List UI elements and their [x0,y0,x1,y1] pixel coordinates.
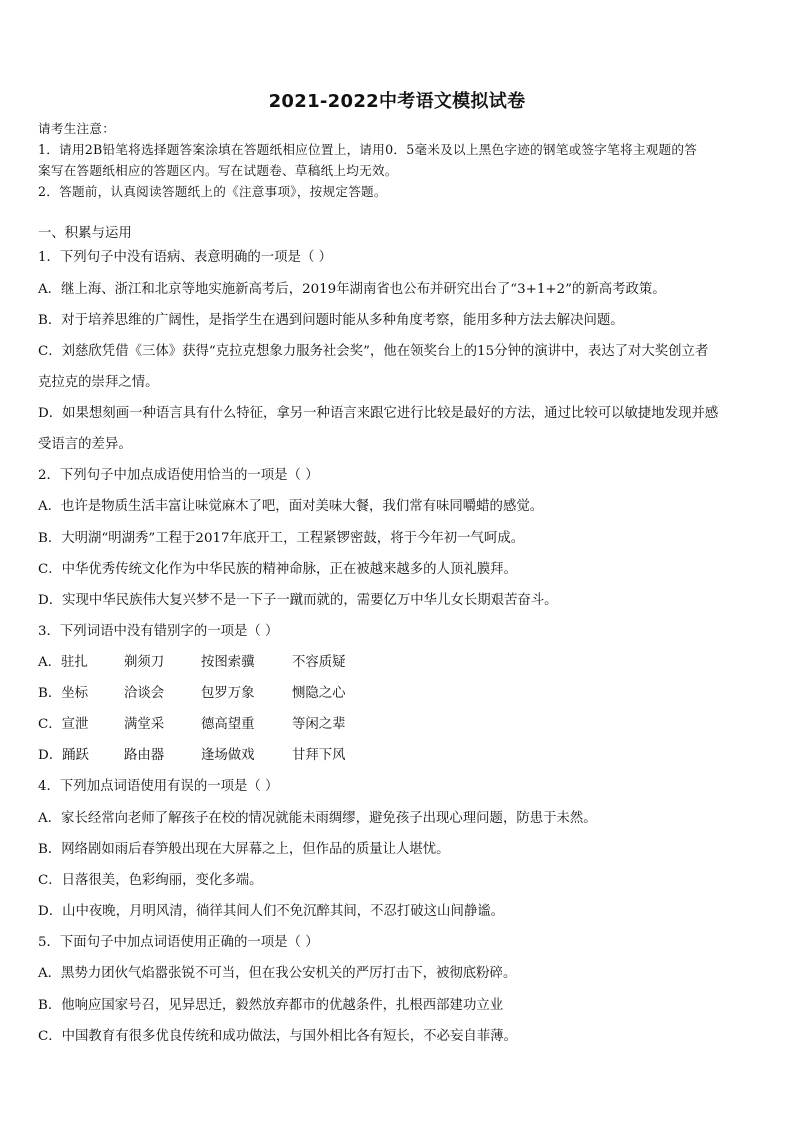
question-2-option-b: B．大明湖“明湖秀”工程于2017年底开工，工程紧锣密鼓，将于今年初一气呵成。 [38,531,525,546]
option-term: D．踊跃 [38,748,89,763]
question-4-option-c: C．日落很美，色彩绚丽，变化多端。 [38,873,263,888]
question-4-option-b: B．网络剧如雨后春笋般出现在大屏幕之上，但作品的质量让人堪忧。 [38,842,450,857]
question-5-option-c: C．中国教育有很多优良传统和成功做法，与国外相比各有短长，不必妄自菲薄。 [38,1029,517,1044]
option-term: 剃须刀 [124,655,165,670]
option-term: 包罗万象 [201,686,255,701]
notice-line-1: 1．请用2B铅笔将选择题答案涂填在答题纸相应位置上，请用0．5毫米及以上黑色字迹的钢笔或签字笔将主观题的答 [38,142,698,157]
notice-heading: 请考生注意： [38,121,116,136]
notice-line-2: 案写在答题纸相应的答题区内。写在试题卷、草稿纸上均无效。 [38,163,398,178]
question-2-option-c: C．中华优秀传统文化作为中华民族的精神命脉，正在被越来越多的人顶礼膜拜。 [38,562,517,577]
question-4-option-d: D．山中夜晚，月明风清，徜徉其间人们不免沉醉其间，不忍打破这山间静谧。 [38,904,505,919]
option-term: C．宣泄 [38,717,89,732]
page-title: 2021-2022中考语文模拟试卷 [268,91,526,112]
question-1-option-d-line-1: D．如果想刻画一种语言具有什么特征，拿另一种语言来跟它进行比较是最好的方法，通过比较可以敏捷地发现并感 [38,406,719,421]
option-term: 满堂采 [124,717,165,732]
option-term: 德高望重 [201,717,255,732]
question-4-stem: 4．下列加点词语使用有误的一项是（ ） [38,779,279,794]
section-heading: 一、积累与运用 [38,226,132,241]
option-term: 不容质疑 [292,655,346,670]
question-1-option-c-line-2: 克拉克的崇拜之情。 [38,375,159,390]
option-term: 洽谈会 [124,686,165,701]
question-2-stem: 2．下列句子中加点成语使用恰当的一项是（ ） [38,468,319,483]
option-term: 甘拜下风 [292,748,346,763]
question-1-option-b: B．对于培养思维的广阔性，是指学生在遇到问题时能从多种角度考察，能用多种方法去解决问题。 [38,313,624,328]
question-5-stem: 5．下面句子中加点词语使用正确的一项是（ ） [38,935,319,950]
question-2-option-a: A．也许是物质生活丰富让味觉麻木了吧，面对美味大餐，我们常有味同嚼蜡的感觉。 [38,499,544,514]
option-term: A．驻扎 [38,655,88,670]
question-1-stem: 1．下列句子中没有语病、表意明确的一项是（ ） [38,250,332,265]
option-term: B．坐标 [38,686,89,701]
option-term: 按图索骥 [201,655,255,670]
question-1-option-a: A．继上海、浙江和北京等地实施新高考后，2019年湖南省也公布并研究出台了“3+1+2”的新高考政策。 [38,282,666,297]
question-2-option-d: D．实现中华民族伟大复兴梦不是一下子一蹴而就的，需要亿万中华儿女长期艰苦奋斗。 [38,593,558,608]
question-5-option-b: B．他响应国家号召，见异思迁，毅然放弃都市的优越条件，扎根西部建功立业 [38,998,504,1013]
notice-line-3: 2．答题前，认真阅读答题纸上的《注意事项》，按规定答题。 [38,184,387,199]
question-1-option-d-line-2: 受语言的差异。 [38,437,132,452]
question-1-option-c-line-1: C．刘慈欣凭借《三体》获得“克拉克想象力服务社会奖”，他在领奖台上的15分钟的演讲中，表达了对大奖创立者 [38,344,709,359]
question-3-stem: 3．下列词语中没有错别字的一项是（ ） [38,624,279,639]
option-term: 路由器 [124,748,165,763]
question-4-option-a: A．家长经常向老师了解孩子在校的情况就能未雨绸缪，避免孩子出现心理问题，防患于未然。 [38,811,597,826]
option-term: 等闲之辈 [292,717,346,732]
option-term: 逢场做戏 [201,748,255,763]
option-term: 恻隐之心 [292,686,346,701]
question-5-option-a: A．黑势力团伙气焰嚣张锐不可当，但在我公安机关的严厉打击下，被彻底粉碎。 [38,966,517,981]
